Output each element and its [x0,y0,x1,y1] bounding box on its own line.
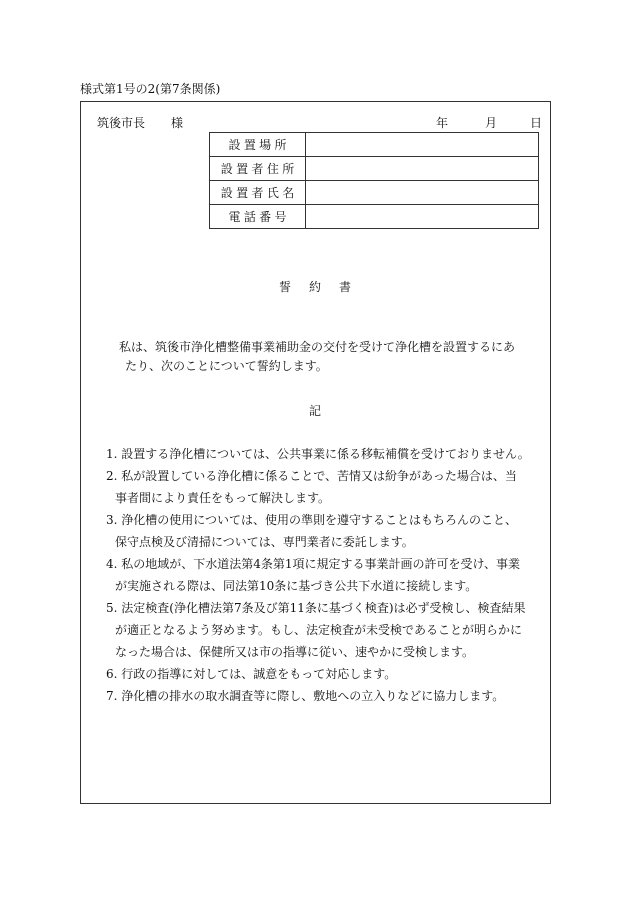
addressee-honorific: 様 [171,116,184,130]
installation-location-field[interactable] [306,133,539,157]
intro-line: 私は、筑後市浄化槽整備事業補助金の交付を受けて浄化槽を設置するにあ [119,340,516,354]
installation-location-label: 設置場所 [210,133,306,157]
applicant-info-table [209,132,539,229]
form-number: 様式第1号の2(第7条関係) [80,82,221,96]
info-row-location [210,133,539,157]
intro-line: たり、次のことについて誓約します。 [125,359,328,373]
phone-number-label: 電話番号 [210,205,306,229]
addressee [97,114,183,131]
info-row-name [210,181,539,205]
installer-name-label: 設置者氏名 [210,181,306,205]
pledge-item-3: 3. 浄化槽の使用については、使用の準則を遵守することはもちろんのこと、 [106,513,518,527]
phone-number-field[interactable] [306,205,539,229]
date-month-label: 月 [485,116,498,130]
pledge-item-4: 4. 私の地域が、下水道法第4条第1項に規定する事業計画の許可を受け、事業 [106,557,521,571]
pledge-item-4-cont: が実施される際は、同法第10条に基づき公共下水道に接続します。 [115,579,478,593]
document-title: 誓約書 [278,280,369,294]
pledge-item-2: 2. 私が設置している浄化槽に係ることで、苦情又は紛争があった場合は、当 [106,469,517,483]
pledge-item-7: 7. 浄化槽の排水の取水調査等に際し、敷地への立入りなどに協力します。 [106,689,505,703]
pledge-item-2-cont: 事者間により責任をもって解決します。 [115,491,331,505]
pledge-items [106,443,530,707]
pledge-item-5-cont: が適正となるよう努めます。もし、法定検査が未受検であることが明らかに [115,623,523,637]
pledge-item-1: 1. 設置する浄化槽については、公共事業に係る移転補償を受けておりません。 [106,447,530,461]
info-row-phone [210,205,539,229]
date-year-label: 年 [436,116,449,130]
addressee-name: 筑後市長 [97,116,146,130]
pledge-item-6: 6. 行政の指導に対しては、誠意をもって対応します。 [106,667,397,681]
info-row-address [210,157,539,181]
pledge-item-5-cont: なった場合は、保健所又は市の指導に従い、速やかに受検します。 [115,645,475,659]
installer-address-label: 設置者住所 [210,157,306,181]
ki-heading: 記 [308,404,321,418]
installer-name-field[interactable] [306,181,539,205]
installer-address-field[interactable] [306,157,539,181]
intro-paragraph [119,338,519,376]
date-day-label: 日 [530,116,543,130]
pledge-item-5: 5. 法定検査(浄化槽法第7条及び第11条に基づく検査)は必ず受検し、検査結果 [106,601,526,615]
pledge-item-3-cont: 保守点検及び清掃については、専門業者に委託します。 [115,535,414,549]
